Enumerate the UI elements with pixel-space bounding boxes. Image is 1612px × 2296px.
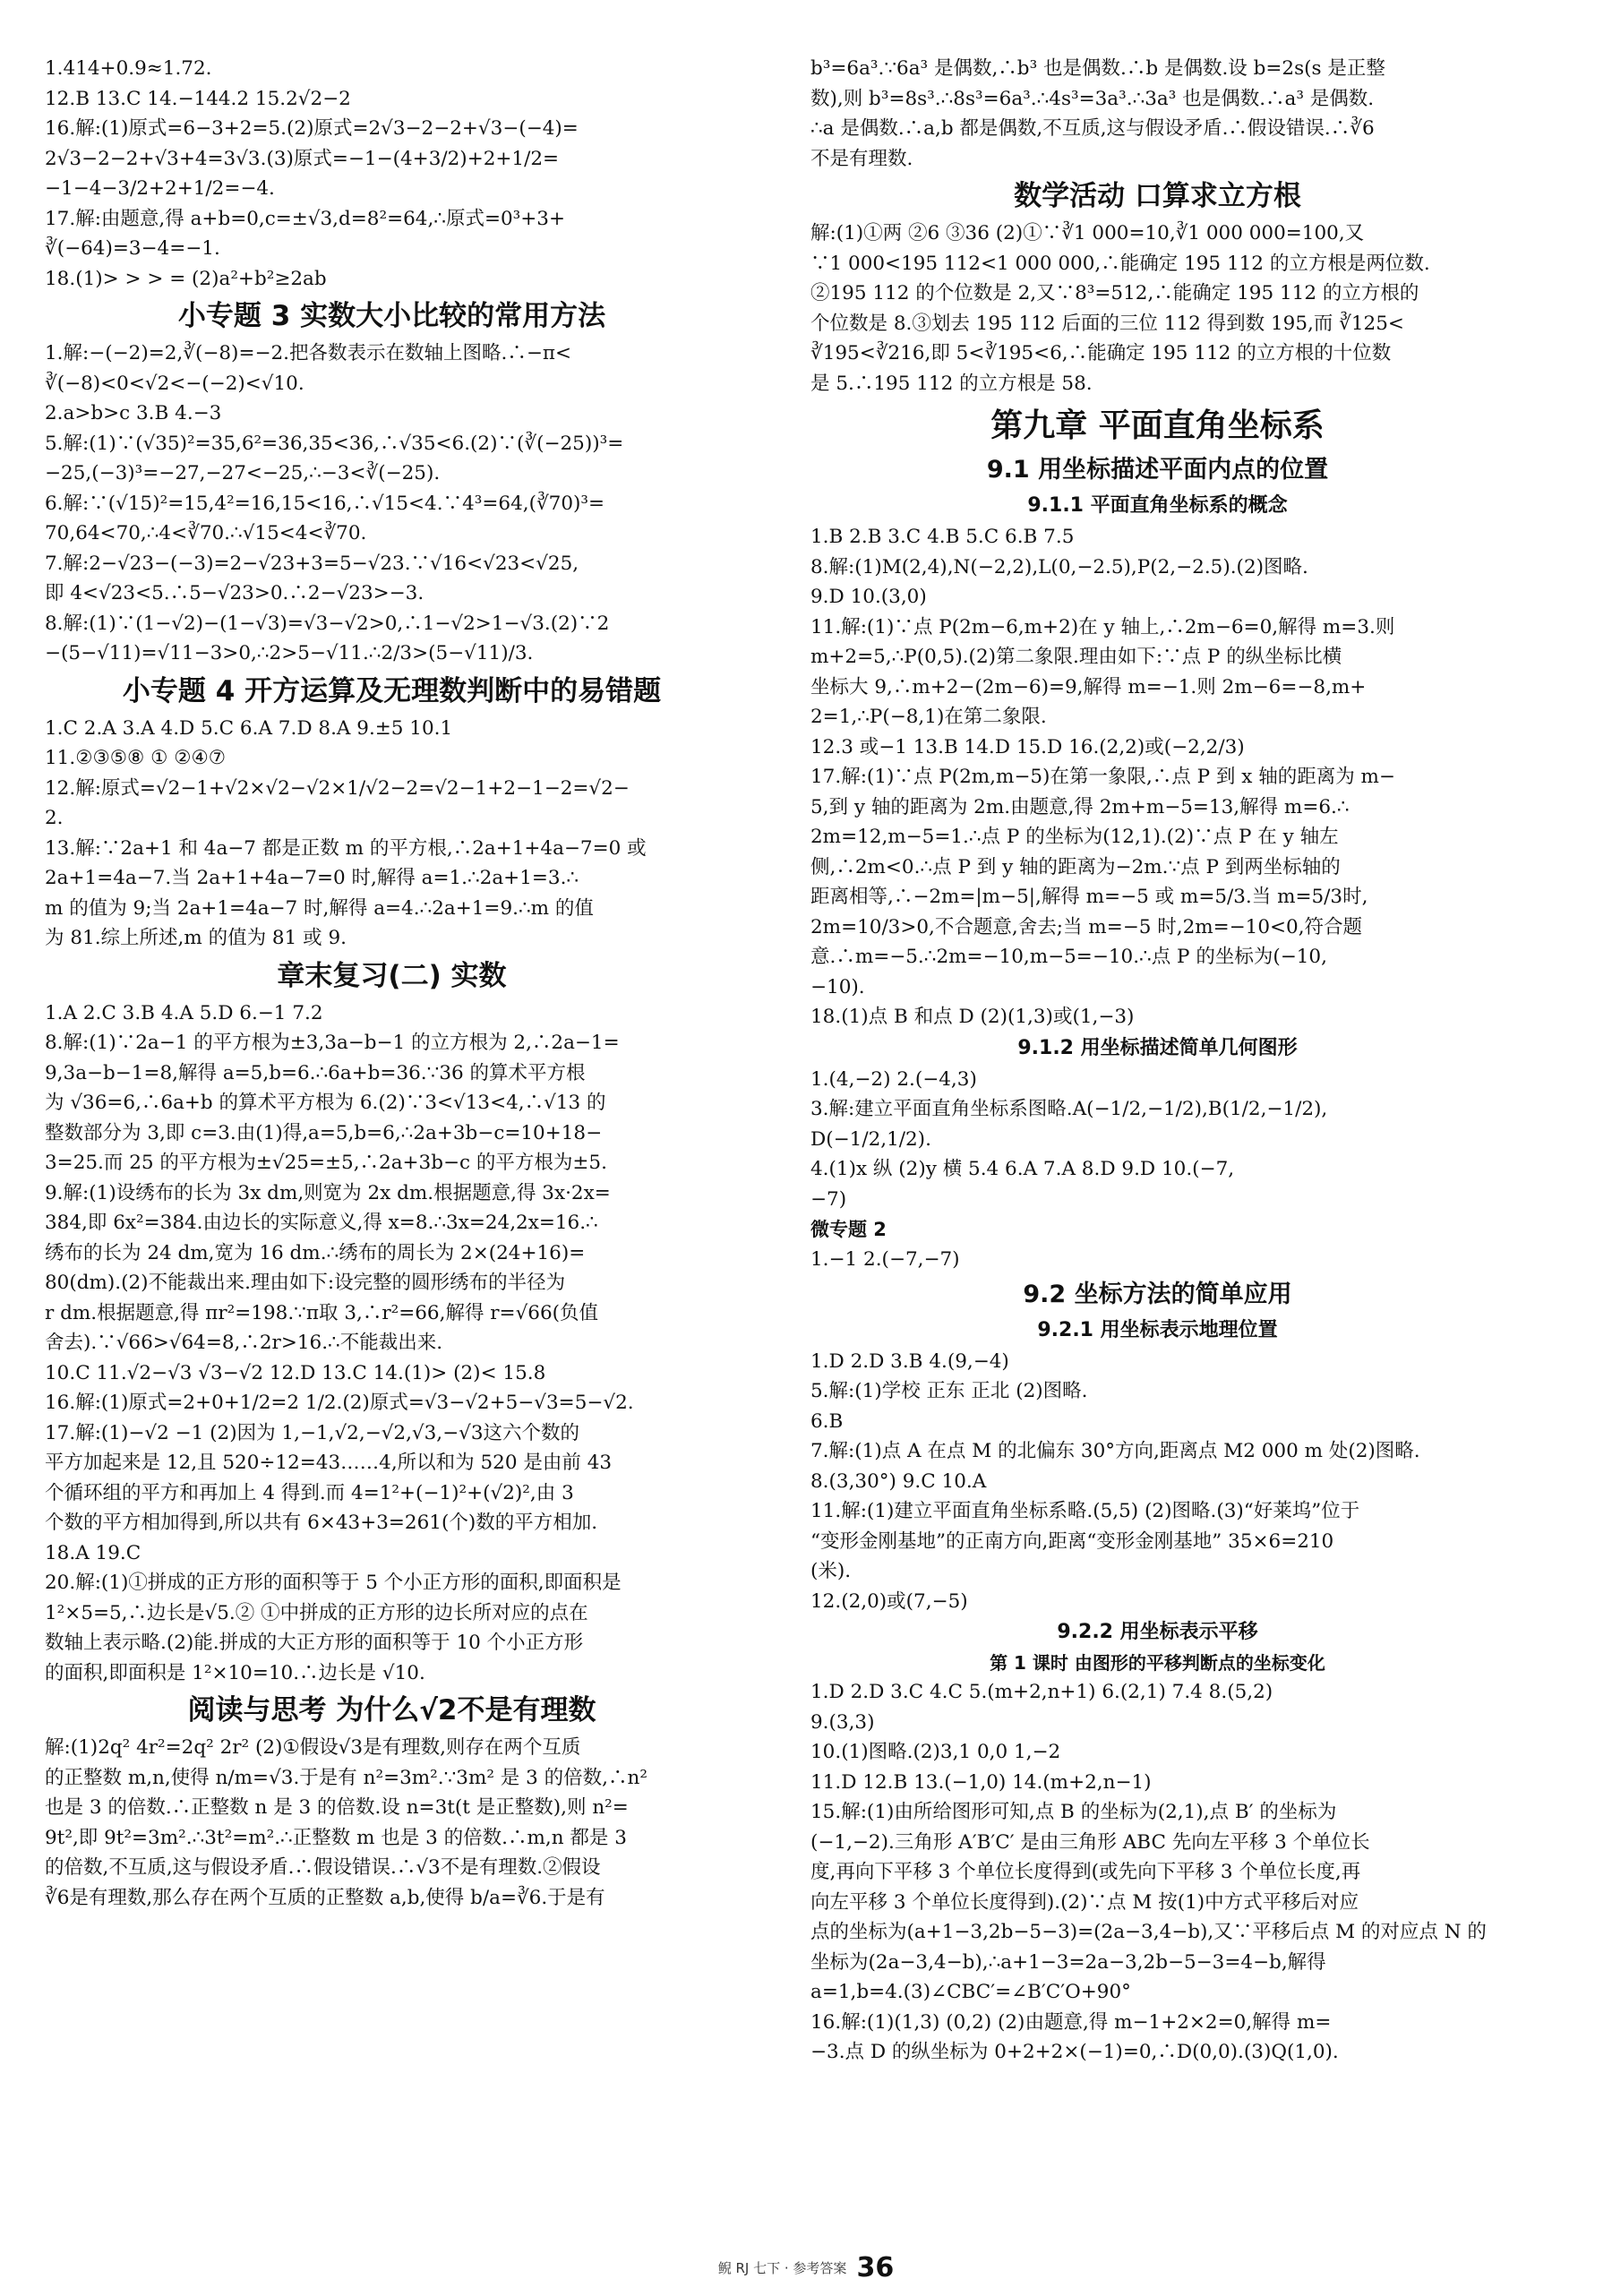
answer-line: r dm.根据题意,得 πr²=198.∵π取 3,∴r²=66,解得 r=√66(负值 [45, 1301, 599, 1324]
answers-block-r3 [810, 522, 1505, 1032]
answer-line: 点的坐标为(a+1−3,2b−5−3)=(2a−3,4−b),又∵平移后点 M 的对应点 N 的 [810, 1921, 1487, 1943]
answer-line: 9.D 10.(3,0) [810, 586, 927, 608]
answer-line: 12.B 13.C 14.−144.2 15.2√2−2 [45, 87, 351, 110]
answer-line: 12.解:原式=√2−1+√2×√2−√2×1/√2−2=√2−1+2−1−2=√2− [45, 776, 630, 800]
answer-line: 18.A 19.C [45, 1541, 141, 1564]
answer-line: 17.解:(1)∵点 P(2m,m−5)在第一象限,∴点 P 到 x 轴的距离为 m− [810, 766, 1395, 788]
answer-line: ②195 112 的个位数是 2,又∵8³=512,∴能确定 195 112 的立方根的 [810, 282, 1419, 304]
page-footer [0, 2252, 1612, 2283]
answer-line: 384,即 6x²=384.由边长的实际意义,得 x=8.∴3x=24,2x=16.∴ [45, 1212, 598, 1234]
answer-line: 数轴上表示略.(2)能.拼成的大正方形的面积等于 10 个小正方形 [45, 1632, 584, 1654]
section-title-9-1-1: 9.1.1 平面直角坐标系的概念 [1027, 494, 1288, 517]
answer-line: 2. [45, 807, 64, 829]
answer-line: 2a+1=4a−7.当 2a+1+4a−7=0 时,解得 a=1.∴2a+1=3.∴ [45, 867, 579, 889]
answer-line: −10). [810, 975, 865, 998]
answer-line: 16.解:(1)原式=6−3+2=5.(2)原式=2√3−2−2+√3−(−4)= [45, 117, 579, 140]
answer-line: 17.解:(1)−√2 −1 (2)因为 1,−1,√2,−√2,√3,−√3这六个数的 [45, 1421, 580, 1444]
answer-line: 16.解:(1)原式=2+0+1/2=2 1/2.(2)原式=√3−√2+5−√3=5−√2. [45, 1392, 634, 1414]
answer-line: ∛(−64)=3−4=−1. [45, 237, 220, 260]
chapter-title: 第九章 平面直角坐标系 [990, 407, 1325, 444]
answer-line: 5.解:(1)∵(√35)²=35,6²=36,35<36,∴√35<6.(2)∵(∛(−25))³= [45, 432, 624, 455]
answer-line: −3.点 D 的纵坐标为 0+2+2×(−1)=0,∴D(0,0).(3)Q(1,0). [810, 2041, 1339, 2063]
answer-line: 个数的平方相加得到,所以共有 6×43+3=261(个)数的平方相加. [45, 1512, 598, 1534]
answer-line: 为 81.综上所述,m 的值为 81 或 9. [45, 927, 347, 949]
answer-line: 8.(3,30°) 9.C 10.A [810, 1469, 987, 1493]
section-title-topic-3: 小专题 3 实数大小比较的常用方法 [177, 300, 606, 332]
answer-line: 1.B 2.B 3.C 4.B 5.C 6.B 7.5 [810, 526, 1075, 548]
section-title-9-2-1: 9.2.1 用坐标表示地理位置 [1037, 1318, 1278, 1341]
answer-line: 6.解:∵(√15)²=15,4²=16,15<16,∴√15<4.∵4³=64,(∛70)³= [45, 492, 605, 515]
answer-line: 意.∴m=−5.∴2m=−10,m−5=−10.∴点 P 的坐标为(−10, [810, 946, 1327, 968]
answer-line: “变形金刚基地”的正南方向,距离“变形金刚基地” 35×6=210 [810, 1529, 1334, 1553]
section-title-9-1: 9.1 用坐标描述平面内点的位置 [986, 456, 1329, 484]
answers-block-5 [45, 1733, 739, 1913]
answer-line: m+2=5,∴P(0,5).(2)第二象限.理由如下:∵点 P 的纵坐标比横 [810, 646, 1342, 668]
answer-line: 舍去).∵√66>√64=8,∴2r>16.∴不能裁出来. [45, 1332, 443, 1354]
footer-label: 鲵 RJ 七下 · 参考答案 [717, 2260, 847, 2276]
answer-line: 坐标为(2a−3,4−b),∴a+1−3=2a−3,2b−5−3=4−b,解得 [810, 1950, 1326, 1974]
answer-line: 70,64<70,∴4<∛70.∴√15<4<∛70. [45, 522, 367, 544]
answer-line: 6.B [810, 1409, 844, 1433]
answer-line: ∛(−8)<0<√2<−(−2)<√10. [45, 372, 304, 395]
answer-line: 9,3a−b−1=8,解得 a=5,b=6.∴6a+b=36.∵36 的算术平方根 [45, 1061, 586, 1084]
section-title-math-activity: 数学活动 口算求立方根 [1014, 180, 1301, 212]
answer-line: 度,再向下平移 3 个单位长度得到(或先向下平移 3 个单位长度,再 [810, 1861, 1361, 1883]
answer-line: 12.3 或−1 13.B 14.D 15.D 16.(2,2)或(−2,2/3) [810, 735, 1245, 758]
answers-block-1 [45, 54, 739, 294]
answer-line: (−1,−2).三角形 A′B′C′ 是由三角形 ABC 先向左平移 3 个单位长 [810, 1830, 1370, 1854]
answer-line: 1.−1 2.(−7,−7) [810, 1248, 960, 1271]
answer-line: a=1,b=4.(3)∠CBC′=∠B′C′O+90° [810, 1981, 1131, 2003]
answer-line: 数),则 b³=8s³.∴8s³=6a³.∴4s³=3a³.∴3a³ 也是偶数.∴a³ 是偶数. [810, 87, 1375, 110]
answer-line: 向左平移 3 个单位长度得到).(2)∵点 M 按(1)中方式平移后对应 [810, 1890, 1359, 1914]
answer-line: ∛195<∛216,即 5<∛195<6,∴能确定 195 112 的立方根的十位数 [810, 342, 1392, 364]
answers-block-3 [45, 714, 739, 954]
answer-line: D(−1/2,1/2). [810, 1127, 931, 1151]
answer-line: 个位数是 8.③划去 195 112 后面的三位 112 得到数 195,而 ∛125< [810, 312, 1404, 335]
answer-line: 2.a>b>c 3.B 4.−3 [45, 402, 222, 424]
left-column [45, 54, 739, 1913]
answer-line: 2m=12,m−5=1.∴点 P 的坐标为(12,1).(2)∵点 P 在 y 轴左 [810, 826, 1339, 848]
answer-line: ∵1 000<195 112<1 000 000,∴能确定 195 112 的立方根是两位数. [810, 252, 1430, 275]
answer-line: 10.C 11.√2−√3 √3−√2 12.D 13.C 14.(1)> (2)< 15.8 [45, 1361, 546, 1384]
answer-line: 7.解:(1)点 A 在点 M 的北偏东 30°方向,距离点 M2 000 m 处(2)图略. [810, 1440, 1420, 1462]
answer-line: 为 √36=6,∴6a+b 的算术平方根为 6.(2)∵3<√13<4,∴√13 的 [45, 1092, 606, 1114]
answer-line: 5,到 y 轴的距离为 2m.由题意,得 2m+m−5=13,解得 m=6.∴ [810, 795, 1350, 818]
answer-line: 3.解:建立平面直角坐标系图略.A(−1/2,−1/2),B(1/2,−1/2), [810, 1098, 1328, 1120]
answer-line: 9.解:(1)设绣布的长为 3x dm,则宽为 2x dm.根据题意,得 3x·2x= [45, 1181, 611, 1204]
answer-line: 1.(4,−2) 2.(−4,3) [810, 1067, 977, 1091]
answer-line: −1−4−3/2+2+1/2=−4. [45, 177, 275, 200]
answer-line: 即 4<√23<5.∴5−√23>0.∴2−√23>−3. [45, 582, 424, 604]
answer-line: 3=25.而 25 的平方根为±√25=±5,∴2a+3b−c 的平方根为±5. [45, 1152, 607, 1174]
answer-line: 1.解:−(−2)=2,∛(−8)=−2.把各数表示在数轴上图略.∴−π< [45, 342, 571, 364]
answer-line: 1.A 2.C 3.B 4.A 5.D 6.−1 7.2 [45, 1001, 323, 1024]
answer-line: 16.解:(1)(1,3) (0,2) (2)由题意,得 m−1+2×2=0,解得 m= [810, 2010, 1332, 2034]
answer-line: ∴a 是偶数.∴a,b 都是偶数,不互质,这与假设矛盾.∴假设错误.∴∛6 [810, 117, 1375, 140]
faint-watermark [1308, 1957, 1415, 1992]
answer-line: 是 5.∴195 112 的立方根是 58. [810, 372, 1093, 395]
answer-line: 解:(1)①两 ②6 ③36 (2)①∵∛1 000=10,∛1 000 000=100,又 [810, 222, 1365, 244]
answer-line: 侧,∴2m<0.∴点 P 到 y 轴的距离为−2m.∵点 P 到两坐标轴的 [810, 855, 1341, 878]
answer-line: (米). [810, 1560, 852, 1582]
answer-line: 个循环组的平方和再加上 4 得到.而 4=1²+(−1)²+(√2)²,由 3 [45, 1481, 574, 1504]
section-title-chapter-review: 章末复习(二) 实数 [277, 959, 507, 992]
answer-line: b³=6a³.∵6a³ 是偶数,∴b³ 也是偶数.∴b 是偶数.设 b=2s(s 是正整 [810, 57, 1385, 80]
answer-line: 距离相等,∴−2m=|m−5|,解得 m=−5 或 m=5/3.当 m=5/3时, [810, 886, 1368, 908]
answers-block-r6 [810, 1347, 1505, 1617]
answer-line: 的面积,即面积是 1²×10=10.∴边长是 √10. [45, 1661, 425, 1684]
answer-line: 1.D 2.D 3.C 4.C 5.(m+2,n+1) 6.(2,1) 7.4 8.(5,2) [810, 1681, 1273, 1703]
answer-line: 7.解:2−√23−(−3)=2−√23+3=5−√23.∵√16<√23<√25, [45, 552, 579, 575]
answer-line: 12.(2,0)或(7,−5) [810, 1589, 968, 1613]
answer-line: 11.②③⑤⑧ ① ②④⑦ [45, 747, 227, 769]
answers-block-r2 [810, 218, 1505, 398]
section-title-9-2-2: 9.2.2 用坐标表示平移 [1057, 1621, 1258, 1643]
section-title-topic-4: 小专题 4 开方运算及无理数判断中的易错题 [122, 674, 662, 707]
answer-line: 2√3−2−2+√3+4=3√3.(3)原式=−1−(4+3/2)+2+1/2= [45, 147, 560, 170]
answer-line: 1²×5=5,∴边长是√5.② ①中拼成的正方形的边长所对应的点在 [45, 1601, 588, 1624]
answer-line: 的正整数 m,n,使得 n/m=√3.于是有 n²=3m².∵3m² 是 3 的倍数,∴n² [45, 1766, 647, 1789]
lesson-title: 第 1 课时 由图形的平移判断点的坐标变化 [990, 1652, 1325, 1674]
answers-block-2 [45, 338, 739, 669]
answer-line: 解:(1)2q² 4r²=2q² 2r² (2)①假设√3是有理数,则存在两个互质 [45, 1736, 581, 1759]
answer-line: m 的值为 9;当 2a+1=4a−7 时,解得 a=4.∴2a+1=9.∴m 的值 [45, 896, 594, 920]
answer-line: 15.解:(1)由所给图形可知,点 B 的坐标为(2,1),点 B′ 的坐标为 [810, 1801, 1337, 1823]
section-title-9-2: 9.2 坐标方法的简单应用 [1023, 1280, 1292, 1308]
answer-line: 18.(1)点 B 和点 D (2)(1,3)或(1,−3) [810, 1006, 1135, 1028]
answer-line: 11.解:(1)建立平面直角坐标系略.(5,5) (2)图略.(3)“好莱坞”位于 [810, 1500, 1360, 1522]
answer-line: 1.D 2.D 3.B 4.(9,−4) [810, 1349, 1009, 1373]
answer-line: 2=1,∴P(−8,1)在第二象限. [810, 706, 1047, 728]
answers-block-r7 [810, 1677, 1505, 2068]
answer-line: 11.解:(1)∵点 P(2m−6,m+2)在 y 轴上,∴2m−6=0,解得 m=3.则 [810, 615, 1395, 638]
answer-line: 8.解:(1)∵(1−√2)−(1−√3)=√3−√2>0,∴1−√2>1−√3.(2)∵2 [45, 612, 610, 635]
answer-line: 5.解:(1)学校 正东 正北 (2)图略. [810, 1380, 1088, 1402]
page-number: 36 [856, 2252, 895, 2283]
section-title-9-1-2: 9.1.2 用坐标描述简单几何图形 [1017, 1036, 1298, 1059]
answer-line: 17.解:由题意,得 a+b=0,c=±√3,d=8²=64,∴原式=0³+3+ [45, 207, 565, 230]
answer-line: 8.解:(1)∵2a−1 的平方根为±3,3a−b−1 的立方根为 2,∴2a−1= [45, 1032, 620, 1054]
right-column [810, 54, 1505, 2068]
answer-line: 11.D 12.B 13.(−1,0) 14.(m+2,n−1) [810, 1770, 1152, 1794]
answer-line: 不是有理数. [810, 147, 913, 170]
answer-line: 坐标大 9,∴m+2−(2m−6)=9,解得 m=−1.则 2m−6=−8,m+ [810, 675, 1367, 698]
answer-line: 8.解:(1)M(2,4),N(−2,2),L(0,−2.5),P(2,−2.5).(2)图略. [810, 555, 1308, 578]
answer-line: 2m=10/3>0,不合题意,舍去;当 m=−5 时,2m=−10<0,符合题 [810, 915, 1363, 938]
answer-line: 10.(1)图略.(2)3,1 0,0 1,−2 [810, 1741, 1061, 1763]
answer-line: 9.(3,3) [810, 1710, 875, 1734]
answer-line: 整数部分为 3,即 c=3.由(1)得,a=5,b=6,∴2a+3b−c=10+18− [45, 1121, 603, 1144]
answer-line: 13.解:∵2a+1 和 4a−7 都是正数 m 的平方根,∴2a+1+4a−7=0 或 [45, 836, 647, 860]
answer-line: 平方加起来是 12,且 520÷12=43……4,所以和为 520 是由前 43 [45, 1452, 613, 1474]
answer-line: 4.(1)x 纵 (2)y 横 5.4 6.A 7.A 8.D 9.D 10.(−7, [810, 1158, 1235, 1180]
answers-block-r4 [810, 1065, 1505, 1215]
answer-line: −(5−√11)=√11−3>0,∴2>5−√11.∴2/3>(5−√11)/3. [45, 642, 534, 664]
answer-line: 1.C 2.A 3.A 4.D 5.C 6.A 7.D 8.A 9.±5 10.1 [45, 716, 453, 740]
section-title-reading: 阅读与思考 为什么√2不是有理数 [187, 1694, 596, 1726]
answer-line: 1.414+0.9≈1.72. [45, 57, 212, 80]
answers-block-r1 [810, 54, 1505, 174]
section-title-micro-topic-2: 微专题 2 [810, 1219, 887, 1240]
answer-line: 80(dm).(2)不能裁出来.理由如下:设完整的圆形绣布的半径为 [45, 1272, 566, 1294]
answer-line: 20.解:(1)①拼成的正方形的面积等于 5 个小正方形的面积,即面积是 [45, 1572, 622, 1594]
answer-line: ∛6是有理数,那么存在两个互质的正整数 a,b,使得 b/a=∛6.于是有 [45, 1886, 605, 1909]
answer-line: 绣布的长为 24 dm,宽为 16 dm.∴绣布的周长为 2×(24+16)= [45, 1241, 586, 1264]
answer-line: 18.(1)> > > = (2)a²+b²≥2ab [45, 267, 327, 290]
answer-line: −25,(−3)³=−27,−27<−25,∴−3<∛(−25). [45, 462, 441, 484]
answer-line: 也是 3 的倍数.∴正整数 n 是 3 的倍数.设 n=3t(t 是正整数),则 n²= [45, 1796, 629, 1819]
answers-block-r5 [810, 1245, 1505, 1275]
answer-line: 的倍数,不互质,这与假设矛盾.∴假设错误.∴√3不是有理数.②假设 [45, 1856, 601, 1879]
answers-block-4 [45, 998, 739, 1689]
answer-line: −7) [810, 1187, 847, 1211]
answer-line: 9t²,即 9t²=3m².∴3t²=m².∴正整数 m 也是 3 的倍数.∴m,n 都是 3 [45, 1826, 627, 1849]
